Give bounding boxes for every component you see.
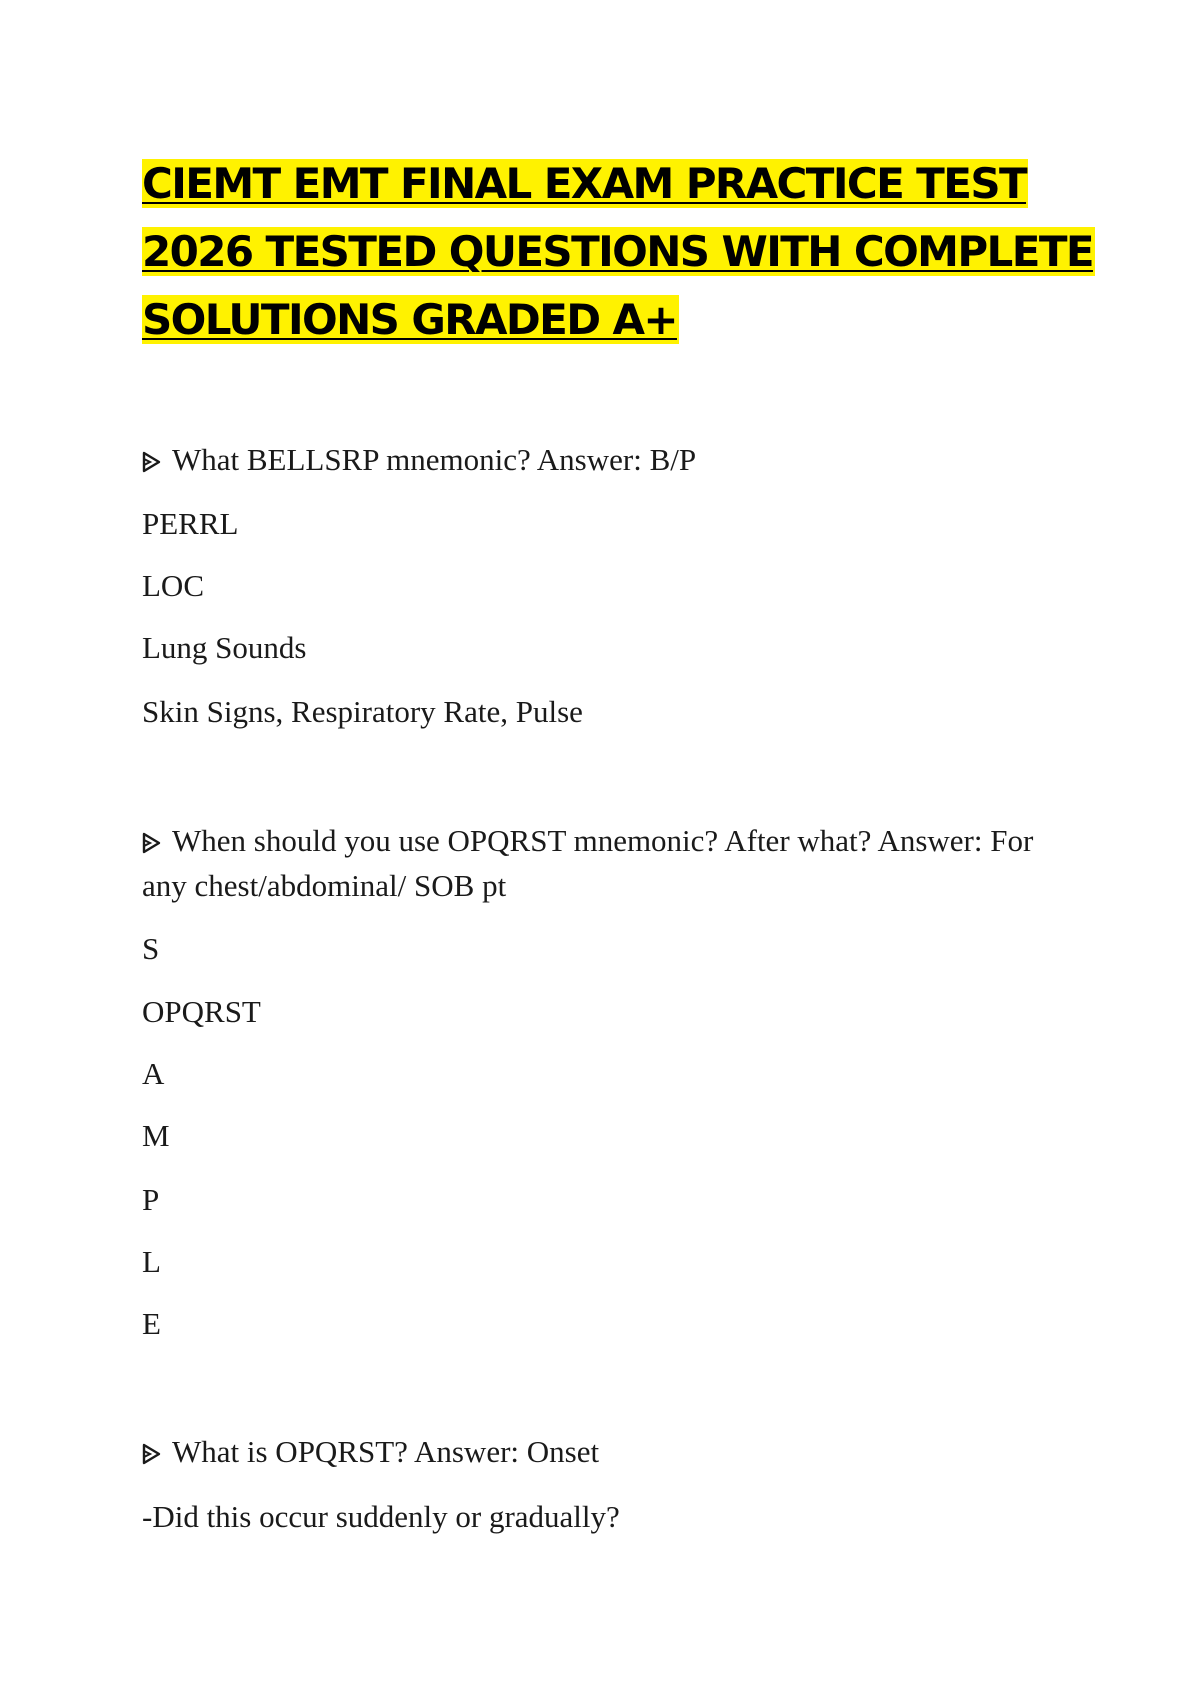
answer-line: P (142, 1182, 160, 1217)
question-3 (142, 1432, 599, 1472)
question-2-text-line-2: any chest/abdominal/ SOB pt (142, 868, 507, 903)
title-line-2 (142, 218, 1093, 286)
question-2 (142, 821, 1033, 861)
arrow-bullet-icon (142, 1443, 164, 1465)
answer-line: LOC (142, 568, 204, 603)
answer-line: E (142, 1306, 161, 1341)
question-1-text: What BELLSRP mnemonic? Answer: B/P (172, 442, 697, 477)
question-2-text-line-1: When should you use OPQRST mnemonic? After what? Answer: For (172, 823, 1034, 858)
answer-line: Skin Signs, Respiratory Rate, Pulse (142, 694, 583, 729)
answer-line: Lung Sounds (142, 630, 307, 665)
answer-line: A (142, 1056, 165, 1091)
answer-line: M (142, 1118, 170, 1153)
question-3-text: What is OPQRST? Answer: Onset (172, 1434, 600, 1469)
title-line-2-text: 2026 TESTED QUESTIONS WITH COMPLETE (142, 227, 1093, 276)
title-line-1 (142, 150, 1082, 218)
title-line-1-text: CIEMT EMT FINAL EXAM PRACTICE TEST (142, 159, 1027, 208)
document-title (142, 150, 1093, 354)
answer-line: OPQRST (142, 994, 261, 1029)
answer-line: PERRL (142, 506, 239, 541)
title-line-3-text: SOLUTIONS GRADED A+ (142, 295, 677, 344)
answer-line: L (142, 1244, 161, 1279)
title-line-3 (142, 286, 1082, 354)
arrow-bullet-icon (142, 832, 164, 854)
question-1 (142, 440, 696, 480)
answer-line: -Did this occur suddenly or gradually? (142, 1499, 620, 1534)
arrow-bullet-icon (142, 451, 164, 473)
answer-line: S (142, 931, 160, 966)
